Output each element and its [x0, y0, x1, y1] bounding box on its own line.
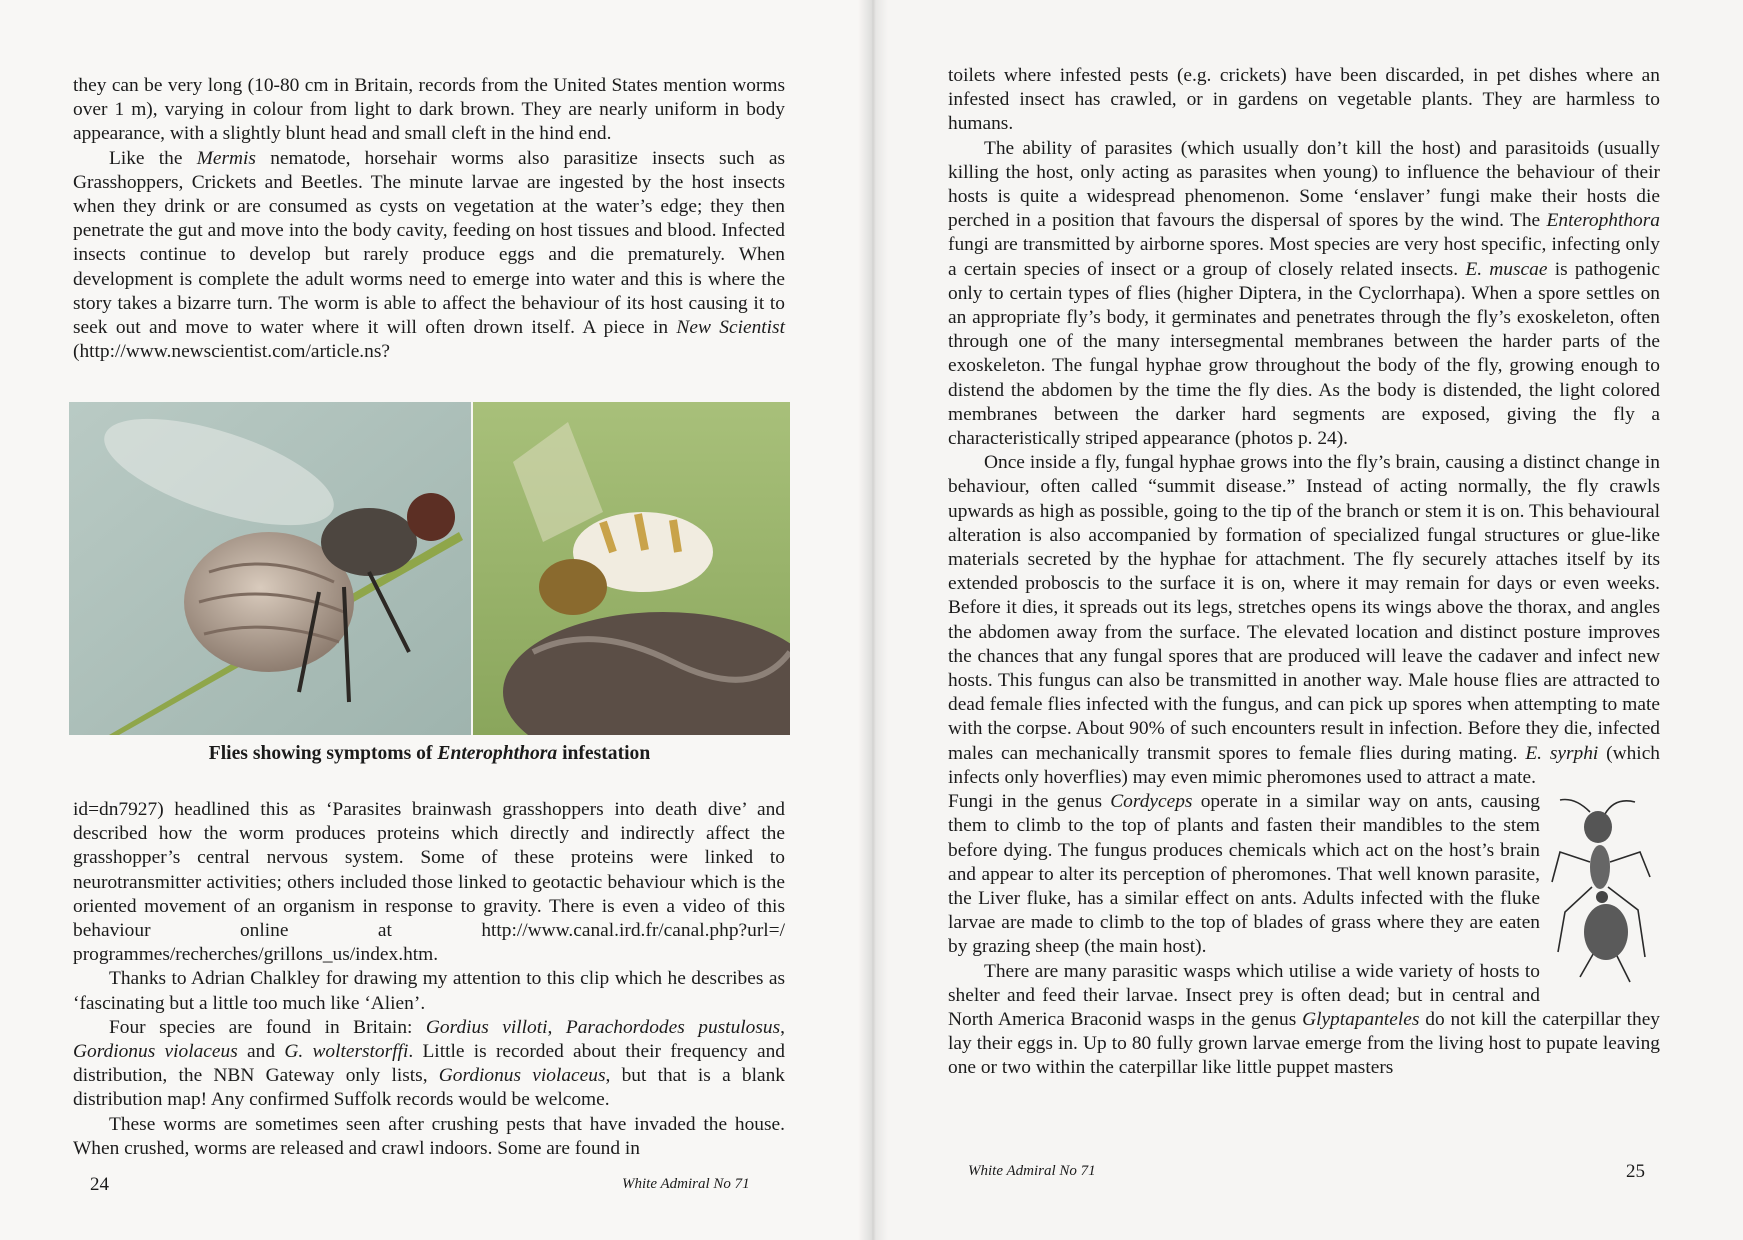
- text-run: nematode, horsehair worms also parasitize insects such as Grasshoppers, Crickets and Beetles. The minute larvae are ingested by the host insects when they drink or are consumed as cysts on vegetation at the water’s edge; they then penetrate the gut and move into the body cavity, feeding on host tissues and blood. Infected insects continue to develop but rarely produce eggs and die prematurely. When development is complete the adult worms need to emerge into water and this is where the story takes a bizarre turn. The worm is able to affect the behaviour of its host causing it to seek out and move to water where it will often drown itself. A piece in: [73, 147, 785, 339]
- text-run: Once inside a fly, fungal hyphae grows into the fly’s brain, causing a distinct change in behaviour, often called “summit disease.” Instead of acting normally, the fly crawls upwards as high as possible, going to the tip of the branch or stem it is on. This behavioural alteration is also accompanied by formation of specialized fungal structures or glue-like materials secreted by the hyphae for attachment. The fly securely attaches itself by its extended proboscis to the surface it is on, where it may remain for days or even weeks. Before it dies, it spreads out its legs, stretches opens its wings above the thorax, and angles the abdomen away from the surface. The elevated location and distinct posture improves the chances that any fungal spores that are produced will leave the cadaver and infect new hosts. This fungus can also be transmitted in another way. Male house flies are attracted to dead female flies infected with the fungus, and can pick up spores when attempting to mate with the corpse. About 90% of such encounters result in infection. Before they die, infected males can mechanically transmit spores to female flies during mating.: [948, 452, 1660, 764]
- caption-suffix: infestation: [557, 743, 651, 764]
- text-run: (which infects only hoverflies) may even mimic pheromones used to attract a mate.: [948, 742, 1660, 788]
- paragraph: [948, 64, 1660, 137]
- text-run: do not kill the caterpillar they lay their eggs in. Up to 80 fully grown larvae emerge from the living host to pupate leaving one or two within the caterpillar like little puppet masters: [948, 1008, 1660, 1079]
- italic-text: Glyptapanteles: [1302, 1008, 1420, 1030]
- fly-photo-stem: [69, 402, 471, 735]
- italic-text: Gordionus violaceus: [438, 1065, 606, 1087]
- paragraph: [73, 74, 785, 147]
- caption-prefix: Flies showing symptoms of: [208, 743, 438, 764]
- text-run: id=dn7927) headlined this as ‘Parasites brainwash grasshoppers into death dive’ and described how the worm produces proteins which directly and indirectly affect the grasshopper’s central nervous system. Some of these proteins were linked to neurotransmitter activities; others included those linked to geotactic behaviour which is the oriented movement of an organism in response to gravity. There is even a video of this behaviour online at http://www.canal.ird.fr/canal.php?url=/ programmes/recherches/grillons_us/index.htm.: [73, 799, 785, 966]
- text-run: These worms are sometimes seen after crushing pests that have invaded the house. When crushed, worms are released and crawl indoors. Some are found in: [73, 1113, 785, 1159]
- italic-text: Gordius villoti: [425, 1016, 548, 1038]
- text-run: Fungi in the genus: [948, 791, 1111, 813]
- left-page-bottom-text: [73, 798, 785, 1161]
- text-run: Like the: [109, 147, 197, 169]
- italic-text: Mermis: [196, 147, 256, 169]
- italic-text: New Scientist: [676, 317, 785, 339]
- paragraph: [73, 1016, 785, 1113]
- right-page-text: [948, 64, 1660, 1081]
- text-run: There are many parasitic wasps which utilise a wide variety of hosts to shelter and feed their larvae. Insect prey is often dead; but in central and North America Braconid wasps in the genus: [948, 960, 1540, 1030]
- text-run: Thanks to Adrian Chalkley for drawing my attention to this clip which he describes as ‘fascinating but a little too much like ‘Alien’.: [73, 968, 785, 1014]
- book-gutter: [858, 0, 888, 1240]
- paragraph: [73, 798, 785, 967]
- page-number-right: 25: [1626, 1161, 1645, 1182]
- italic-text: Parachordodes pustulosus: [565, 1016, 781, 1038]
- running-footer-left: White Admiral No 71: [622, 1176, 750, 1192]
- page-number-left: 24: [90, 1174, 109, 1195]
- text-run: Four species are found in Britain:: [109, 1016, 426, 1038]
- caption-genus: Enterophthora: [437, 743, 558, 764]
- paragraph: [73, 147, 785, 365]
- italic-text: E. muscae: [1465, 258, 1548, 280]
- running-footer-right: White Admiral No 71: [968, 1163, 1096, 1179]
- paragraph: [948, 451, 1660, 790]
- text-run: operate in a similar way on ants, causing them to climb to the top of plants and fasten their mandibles to the stem before dying. The fungus produces chemicals which act on the host’s brain and appear to alter its perception of pheromones. That well known parasite, the Liver fluke, has a similar effect on ants. Adults infected with the fluke larvae are made to climb to the top of blades of grass where they are eaten by grazing sheep (the main host).: [948, 791, 1540, 958]
- italic-text: G. wolterstorffi: [284, 1041, 409, 1063]
- text-run: The ability of parasites (which usually don’t kill the host) and parasitoids (usually killing the host, only acting as parasites when young) to influence the behaviour of their hosts is quite a widespread phenomenon. Some ‘enslaver’ fungi make their hosts die perched in a position that favours the dispersal of spores by the wind. The: [948, 137, 1660, 232]
- text-run: (http://www.newscientist.com/article.ns?: [73, 341, 390, 363]
- text-run: toilets where infested pests (e.g. crickets) have been discarded, in pet dishes where an infested insect has crawled, or in gardens on vegetable plants. They are harmless to humans.: [948, 65, 1660, 135]
- text-run: ,: [780, 1016, 785, 1038]
- paragraph: [948, 137, 1660, 452]
- text-run: . Little is recorded about their frequency and distribution, the NBN Gateway only lists,: [73, 1041, 785, 1087]
- paragraph: [73, 967, 785, 1015]
- italic-text: Gordionus violaceus: [73, 1041, 238, 1063]
- italic-text: E. syrphi: [1525, 742, 1599, 764]
- text-run: and: [237, 1041, 285, 1063]
- fly-photo-fungus: [473, 402, 790, 735]
- text-run: fungi are transmitted by airborne spores. Most species are very host specific, infecting only a certain species of insect or a group of closely related insects.: [948, 234, 1660, 280]
- text-run: ,: [547, 1016, 566, 1038]
- figure-caption: [69, 743, 790, 765]
- text-run: is pathogenic only to certain types of flies (higher Diptera, in the Cyclorrhapa). When a spore settles on an appropriate fly’s body, it germinates and penetrates through the fly’s exoskeleton, often through one of the many intersegmental membranes between the harder parts of the exoskeleton. The fungal hyphae grow throughout the body of the fly, growing enough to distend the abdomen by the time the fly dies. As the body is distended, the light colored membranes between the darker hard segments are exposed, giving the fly a characteristically striped appearance (photos p. 24).: [948, 258, 1660, 450]
- text-run: they can be very long (10-80 cm in Britain, records from the United States mention worms over 1 m), varying in colour from light to dark brown. They are nearly uniform in body appearance, with a slightly blunt head and small cleft in the hind end.: [73, 75, 785, 145]
- text-run: , but that is a blank distribution map! Any confirmed Suffolk records would be welcome.: [73, 1065, 785, 1111]
- ant-illustration: [1550, 792, 1660, 992]
- italic-text: Enterophthora: [1546, 210, 1660, 232]
- paragraph: [73, 1113, 785, 1161]
- right-page-text-upper: [948, 64, 1660, 790]
- italic-text: Cordyceps: [1110, 791, 1193, 813]
- left-page-top-text: [73, 74, 785, 364]
